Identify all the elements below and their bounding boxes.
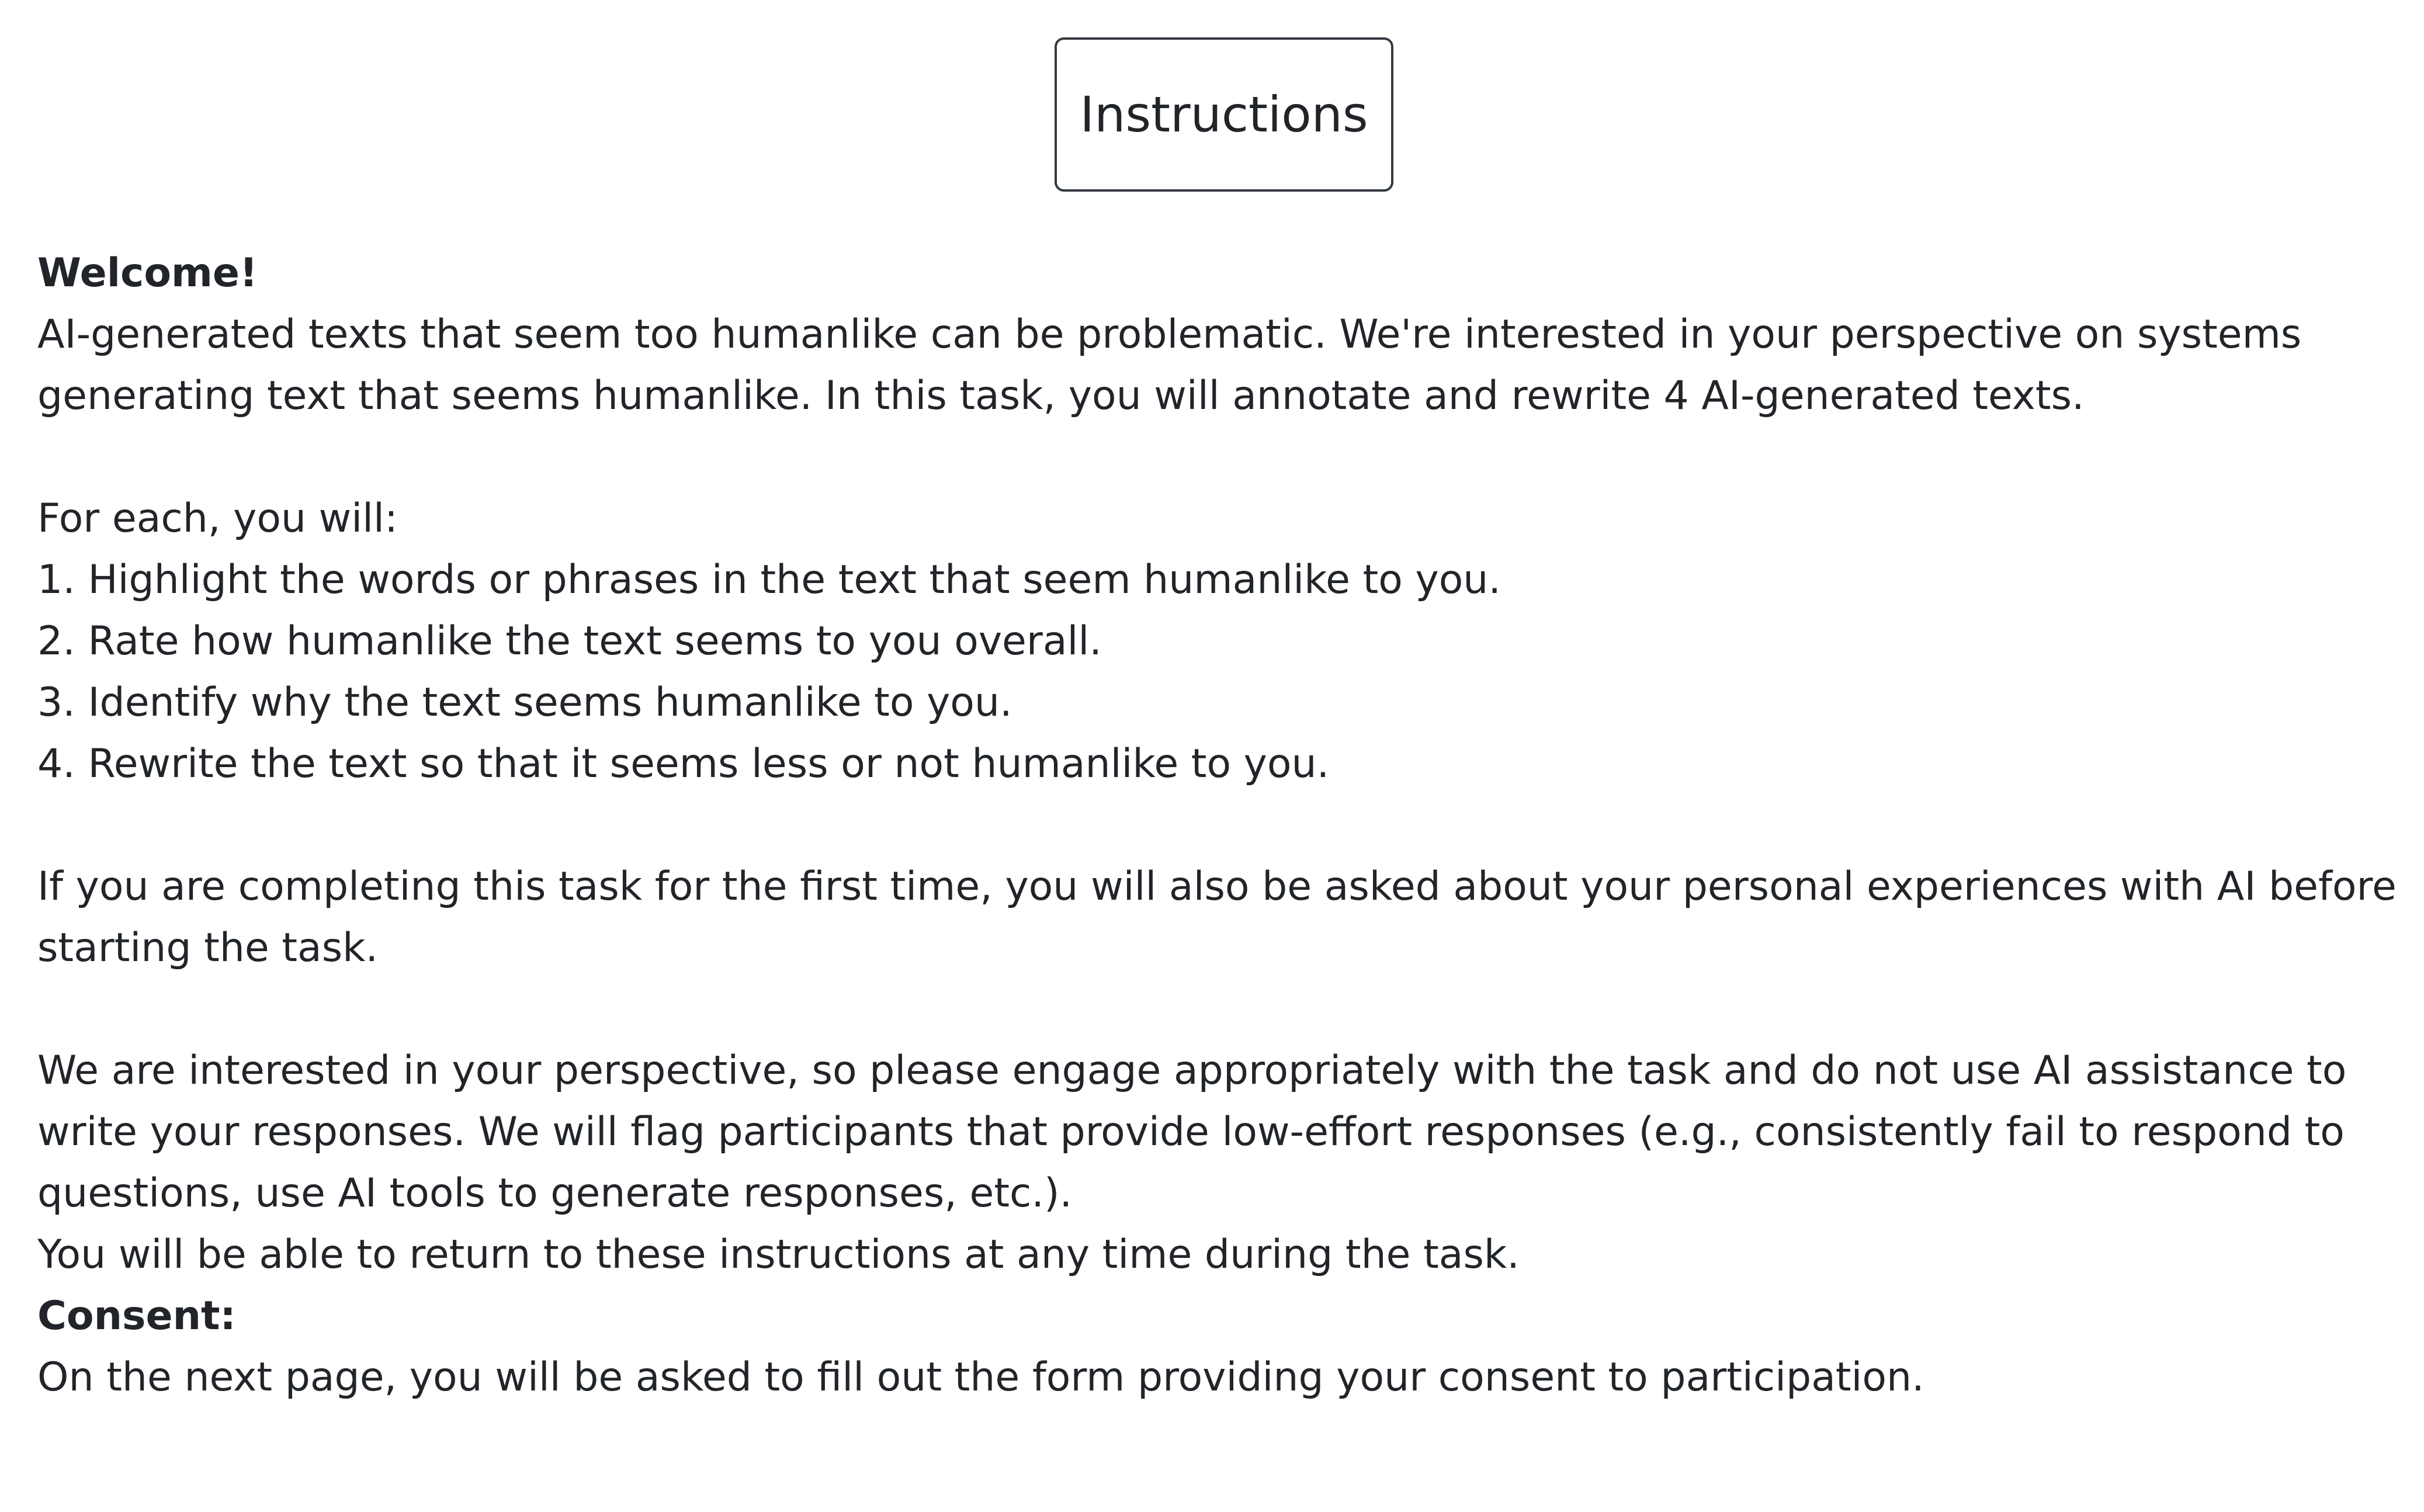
consent-text: On the next page, you will be asked to fill out the form providing your consent to participation.: [37, 1354, 1924, 1400]
instructions-title: Instructions: [1055, 37, 1393, 192]
step-item: 4. Rewrite the text so that it seems less or not humanlike to you.: [37, 741, 1330, 787]
instructions-body: [37, 242, 2398, 1408]
step-item: 3. Identify why the text seems humanlike to you.: [37, 679, 1012, 726]
welcome-heading: Welcome!: [37, 250, 258, 296]
return-note: You will be able to return to these instructions at any time during the task.: [37, 1232, 1520, 1278]
spacer: [37, 795, 2398, 856]
steps-lead: For each, you will:: [37, 495, 398, 542]
welcome-intro: AI-generated texts that seem too humanlike can be problematic. We're interested in your perspective on systems generating text that seems humanlike. In this task, you will annotate and rewrite 4 AI-generated texts.: [37, 311, 2302, 419]
spacer: [37, 979, 2398, 1040]
spacer: [37, 426, 2398, 488]
consent-heading: Consent:: [37, 1293, 236, 1339]
step-item: 2. Rate how humanlike the text seems to you overall.: [37, 618, 1102, 664]
first-time-note: If you are completing this task for the first time, you will also be asked about your personal experiences with AI before starting the task.: [37, 863, 2397, 971]
step-item: 1. Highlight the words or phrases in the text that seem humanlike to you.: [37, 557, 1501, 603]
engagement-text: We are interested in your perspective, so please engage appropriately with the task and do not use AI assistance to write your responses. We will flag participants that provide low-effort responses (e.g., consistently fail to respond to questions, use AI tools to generate responses, etc.).: [37, 1048, 2347, 1216]
